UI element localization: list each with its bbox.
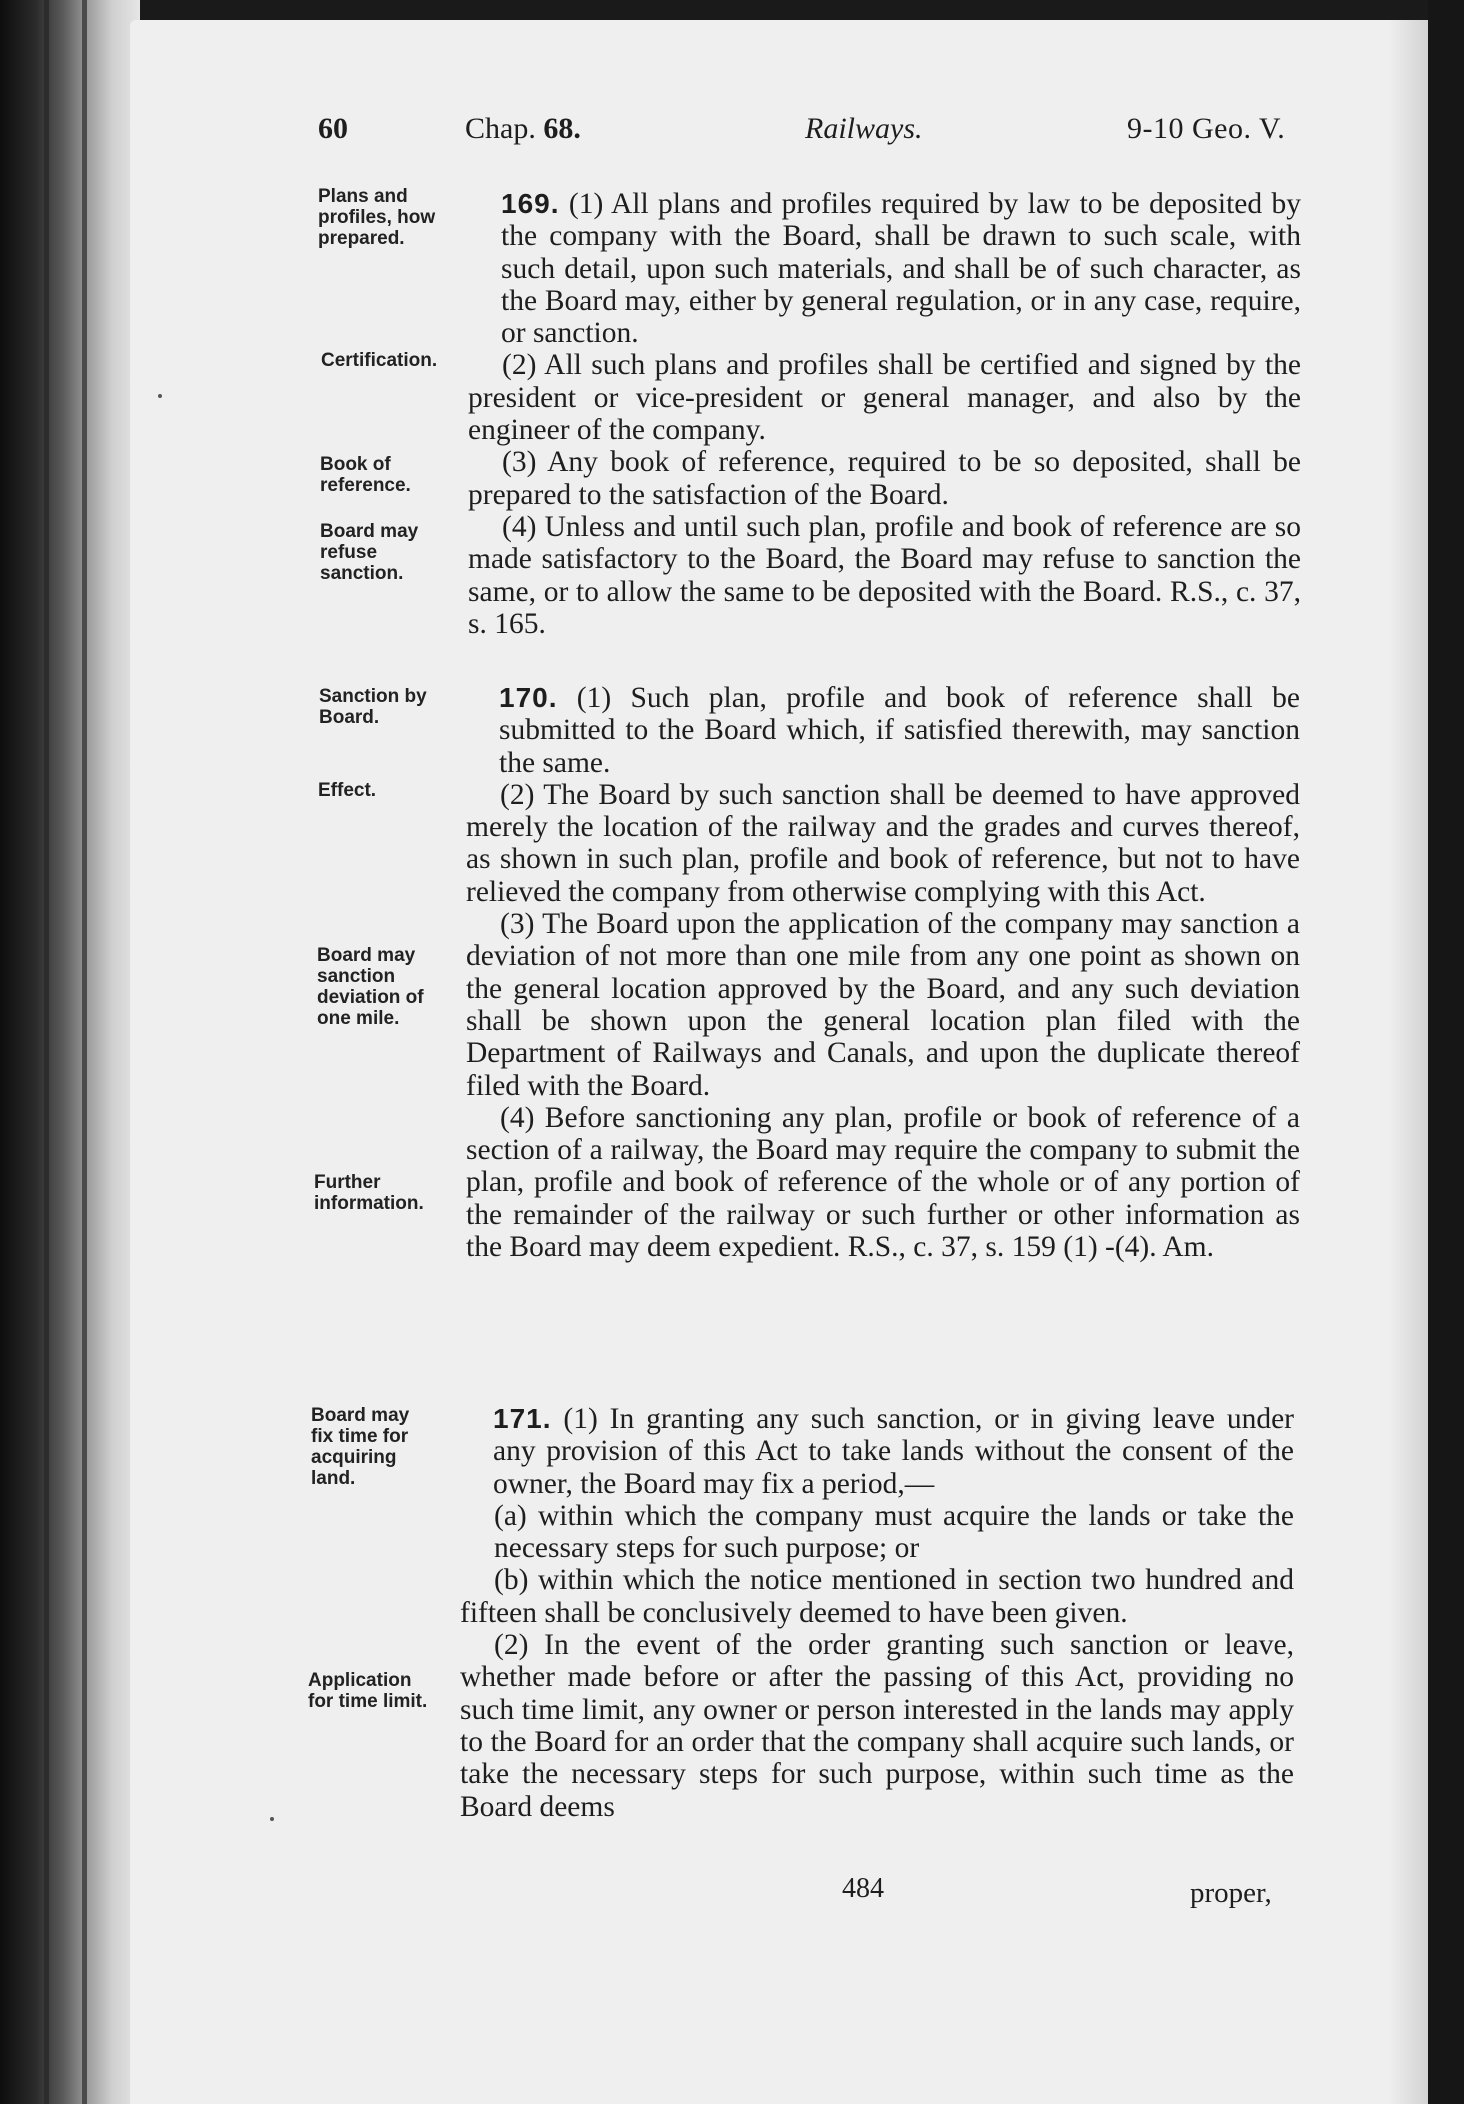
margin-note-certification: Certification. [321,350,438,371]
s169-para-3: (3) Any book of reference, required to be so deposited, shall be prepared to the satisfaction of the Board. [468,446,1301,511]
gutter-line [44,0,49,2104]
scan-speck [158,394,162,398]
chapter-prefix: Chap. [465,112,536,145]
s169-para-4: (4) Unless and until such plan, profile and book of reference are so made satisfactory to the Board, the Board may refuse to sanction the same, or to allow the same to be deposited with the Board. R.S., c. 37, s. 165. [468,510,1301,640]
scan-speck [270,1817,274,1821]
chapter-number: 68. [543,112,581,145]
margin-note-further-information: Further information. [314,1172,424,1214]
margin-note-sanction-by-board: Sanction by Board. [319,686,427,728]
s171-item-b: (b) within which the notice mentioned in section two hundred and fifteen shall be conclusively deemed to have been given. [460,1564,1294,1629]
s170-para-2: (2) The Board by such sanction shall be deemed to have approved merely the location of the railway and the grades and curves thereof, as shown in such plan, profile and book of reference, but not to have relieved the company from otherwise complying with this Act. [466,778,1300,908]
running-title: Railways. [805,112,923,145]
section-170 [466,682,1300,1263]
chapter-heading [465,112,581,146]
margin-note-book-of-reference: Book of reference. [320,454,411,496]
section-169 [468,188,1301,640]
regnal-year: 9-10 Geo. V. [1127,112,1286,145]
scan-background [1428,0,1464,2104]
s170-para-1: 170. (1) Such plan, profile and book of reference shall be submitted to the Board which, if satisfied therewith, may sanction the same. [499,682,1300,779]
margin-note-fix-time: Board may fix time for acquiring land. [311,1405,410,1489]
margin-note-refuse-sanction: Board may refuse sanction. [320,521,419,584]
margin-note-application: Application for time limit. [308,1670,428,1712]
s171-item-a: (a) within which the company must acquire the lands or take the necessary steps for such purpose; or [494,1499,1294,1565]
s171-para-2: (2) In the event of the order granting such sanction or leave, whether made before or after the passing of this Act, providing no such time limit, any owner or person interested in the lands may apply to the Board for an order that the company shall acquire such lands, or take the necessary steps for such purpose, within such time as the Board deems [460,1629,1294,1823]
page-number: 60 [318,112,348,145]
gutter-line [82,0,87,2104]
folio-number: 484 [842,1873,884,1904]
section-number: 169. [501,188,560,219]
s171-para-1: 171. (1) In granting any such sanction, or in giving leave under any provision of this Act to take lands without the consent of the owner, the Board may fix a period,— [493,1403,1294,1500]
section-number: 170. [499,682,558,713]
margin-note-plans: Plans and profiles, how prepared. [318,186,436,249]
book-gutter [0,0,140,2104]
s170-para-4: (4) Before sanctioning any plan, profile or book of reference of a section of a railway, the Board may require the company to submit the plan, profile and book of reference of the whole or of any portion of the remainder of the railway or such further or other information as the Board may deem expedient. R.S., c. 37, s. 159 (1) -(4). Am. [466,1101,1300,1264]
section-number: 171. [493,1403,552,1434]
catchword: proper, [1190,1877,1272,1909]
section-171 [460,1403,1294,1823]
s170-para-3: (3) The Board upon the application of the company may sanction a deviation of not more than one mile from any one point as shown on the general location approved by the Board, and any such deviation shall be shown upon the general location plan filed with the Department of Railways and Canals, and upon the duplicate thereof filed with the Board. [466,908,1300,1102]
margin-note-deviation: Board may sanction deviation of one mile. [317,945,424,1029]
s169-para-1: 169. (1) All plans and profiles required by law to be deposited by the company with the Board, shall be drawn to such scale, with such detail, upon such materials, and shall be of such character, as the Board may, either by general regulation, or in any case, require, or sanction. [501,188,1302,350]
margin-note-effect: Effect. [318,780,377,801]
s169-para-2: (2) All such plans and profiles shall be certified and signed by the president or vice-president or general manager, and also by the engineer of the company. [468,349,1301,447]
